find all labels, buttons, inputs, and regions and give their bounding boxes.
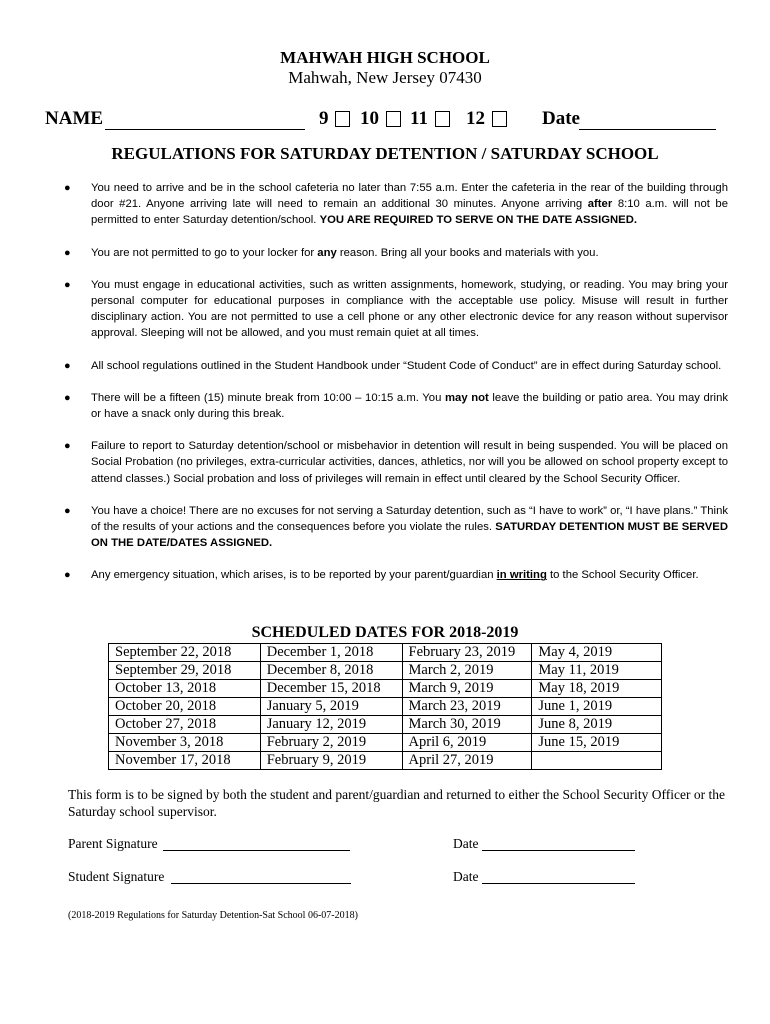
student-date-line[interactable] (482, 883, 635, 884)
grade-11-label: 11 (410, 108, 428, 129)
regulation-text: 8:10 a.m. will not be permitted to enter Saturday detention/school. (91, 198, 728, 227)
schedule-date-cell: May 4, 2019 (532, 644, 662, 662)
schedule-date-cell: June 1, 2019 (532, 698, 662, 716)
schedule-date-cell: January 5, 2019 (260, 698, 402, 716)
regulation-bold-text: may not (445, 391, 489, 404)
regulation-text: You have a choice! There are no excuses for not serving a Saturday detention, such as “I have to work” or, “I have plans.” Think of the results of your actions and the consequences before you violate the rules. (91, 504, 728, 534)
parent-date-line[interactable] (482, 850, 635, 851)
grade-11-checkbox[interactable] (435, 111, 450, 127)
regulation-item (62, 245, 728, 261)
schedule-date-cell (532, 752, 662, 770)
bullet-icon: ● (64, 504, 71, 517)
schedule-date-cell: December 1, 2018 (260, 644, 402, 662)
schedule-date-cell: June 15, 2019 (532, 734, 662, 752)
schedule-date-cell: April 27, 2019 (402, 752, 532, 770)
schedule-date-cell: February 23, 2019 (402, 644, 532, 662)
schedule-date-cell: September 29, 2018 (109, 662, 261, 680)
schedule-title: SCHEDULED DATES FOR 2018-2019 (251, 624, 519, 641)
regulation-item (62, 503, 728, 552)
grade-12-checkbox[interactable] (492, 111, 507, 127)
grade-10-checkbox[interactable] (386, 111, 401, 127)
schedule-date-cell: November 17, 2018 (109, 752, 261, 770)
schedule-date-cell: January 12, 2019 (260, 716, 402, 734)
schedule-row (109, 680, 662, 698)
schedule-date-cell: October 27, 2018 (109, 716, 261, 734)
schedule-date-cell: September 22, 2018 (109, 644, 261, 662)
grade-9-checkbox[interactable] (335, 111, 350, 127)
regulation-text: You must engage in educational activities, such as written assignments, homework, studying, or reading. You may bring your personal computer for educational purposes in compliance with the acceptable use policy. Misuse will result in further disciplinary action. You are not permitted to use a cell phone or any other electronic device for any reason without supervisor approval. Sleeping will not be allowed, and you must remain quiet at all times. (91, 278, 728, 340)
bullet-icon: ● (64, 569, 71, 582)
parent-date-label: Date (453, 836, 479, 851)
return-instructions: This form is to be signed by both the student and parent/guardian and returned to either the School Security Officer or the Saturday school supervisor. (68, 787, 725, 819)
regulation-item (62, 277, 728, 342)
name-field-line[interactable] (105, 129, 305, 130)
bullet-icon: ● (64, 182, 71, 194)
student-signature-label: Student Signature (68, 869, 165, 884)
bullet-icon: ● (64, 391, 71, 404)
regulation-item (62, 438, 728, 487)
regulation-text: reason. Bring all your books and materials with you. (336, 246, 599, 259)
regulation-text: leave the building or patio area. You may drink or have a snack only during this break. (91, 391, 729, 421)
regulation-item (62, 390, 728, 422)
schedule-date-cell: March 2, 2019 (402, 662, 532, 680)
regulation-bold-text: SATURDAY DETENTION MUST BE SERVED ON THE DATE/DATES ASSIGNED. (91, 521, 728, 550)
schedule-date-cell: October 13, 2018 (109, 680, 261, 698)
regulation-bold-text: after (587, 198, 613, 211)
schedule-date-cell: March 30, 2019 (402, 716, 532, 734)
parent-signature-label: Parent Signature (68, 836, 158, 851)
schedule-date-cell: March 9, 2019 (402, 680, 532, 698)
regulation-text: You are not permitted to go to your locker for (91, 246, 318, 259)
regulation-item (62, 567, 728, 583)
regulation-text: You need to arrive and be in the school cafeteria no later than 7:55 a.m. Enter the cafeteria in the rear of the building through door #21. Anyone arriving late will need to remain an additional 30 minutes. Anyone arriving (91, 182, 728, 211)
bullet-icon: ● (64, 359, 71, 372)
regulation-bold-text: any (317, 246, 337, 259)
schedule-row (109, 716, 662, 734)
schedule-date-cell: May 18, 2019 (532, 680, 662, 698)
grade-9-label: 9 (319, 108, 329, 129)
grade-10-label: 10 (360, 108, 379, 129)
school-name: MAHWAH HIGH SCHOOL (280, 48, 490, 67)
schedule-row (109, 644, 662, 662)
schedule-row (109, 698, 662, 716)
schedule-date-cell: December 15, 2018 (260, 680, 402, 698)
schedule-date-cell: December 8, 2018 (260, 662, 402, 680)
regulation-text: Failure to report to Saturday detention/school or misbehavior in detention will result in being suspended. You will be placed on Social Probation (no privileges, extra-curricular activities, dances, athletics, nor will you be allowed on school property except to attend classes.) Social probation and loss of privileges will remain in effect until cleared by the School Security Officer. (91, 440, 728, 485)
schedule-date-cell: November 3, 2018 (109, 734, 261, 752)
student-signature-line[interactable] (171, 883, 351, 884)
regulation-text: to the School Security Officer. (546, 569, 699, 582)
regulation-text: All school regulations outlined in the Student Handbook under “Student Code of Conduct” are in effect during Saturday school. (91, 359, 722, 372)
schedule-date-cell: May 11, 2019 (532, 662, 662, 680)
schedule-row (109, 752, 662, 770)
schedule-date-cell: February 2, 2019 (260, 734, 402, 752)
schedule-table (108, 643, 662, 770)
grade-12-label: 12 (466, 108, 485, 129)
regulation-item (62, 358, 728, 374)
schedule-date-cell: June 8, 2019 (532, 716, 662, 734)
schedule-row (109, 734, 662, 752)
schedule-date-cell: April 6, 2019 (402, 734, 532, 752)
regulation-text: Any emergency situation, which arises, is to be reported by your parent/guardian (91, 569, 497, 582)
bullet-icon: ● (64, 440, 71, 453)
schedule-row (109, 662, 662, 680)
date-field-line[interactable] (579, 129, 716, 130)
document-footer: (2018-2019 Regulations for Saturday Detention-Sat School 06-07-2018) (68, 910, 358, 921)
regulation-bold-text: YOU ARE REQUIRED TO SERVE ON THE DATE ASSIGNED. (319, 214, 637, 227)
regulation-item (62, 180, 728, 229)
name-label: NAME (45, 108, 104, 129)
bullet-icon: ● (64, 278, 71, 291)
regulations-title: REGULATIONS FOR SATURDAY DETENTION / SATURDAY SCHOOL (111, 144, 659, 163)
bullet-icon: ● (64, 246, 71, 259)
date-label: Date (542, 108, 580, 129)
school-address: Mahwah, New Jersey 07430 (288, 68, 482, 87)
schedule-date-cell: March 23, 2019 (402, 698, 532, 716)
name-row (45, 108, 735, 132)
parent-signature-line[interactable] (163, 850, 350, 851)
regulation-underlined-text: in writing (496, 569, 547, 582)
student-date-label: Date (453, 869, 479, 884)
regulation-text: There will be a fifteen (15) minute break from 10:00 – 10:15 a.m. You (91, 391, 445, 404)
regulations-list (62, 180, 728, 600)
schedule-date-cell: October 20, 2018 (109, 698, 261, 716)
schedule-date-cell: February 9, 2019 (260, 752, 402, 770)
